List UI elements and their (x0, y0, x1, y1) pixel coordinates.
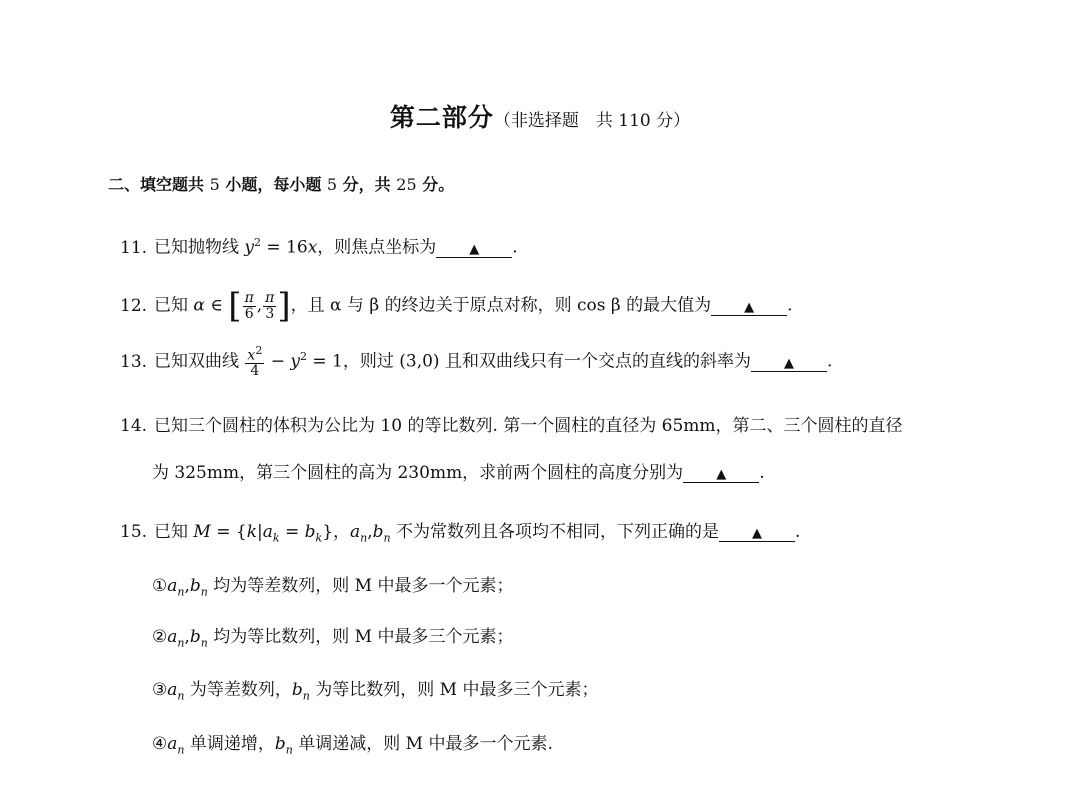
page-title (0, 98, 1080, 134)
question-13: 13. 已知双曲线 $\frac{x^2}{4}$ − $y^2 = 1$，则过 (3,0) 且和双曲线只有一个交点的直线的斜率为 ▲ . (120, 344, 833, 380)
question-12: 12. 已知 α ∈ [ $\frac{\pi}{6}$ , $\frac{\pi}{3}$ ]，且 α 与 β 的终边关于原点对称，则 cos β 的最大值为 ▲ . (120, 286, 793, 326)
question-15: 15. 已知 $M = \{k|a_k = b_k\}$，$a_n,b_n$ 不为常数列且各项均不相同，下列正确的是 ▲ . (120, 522, 801, 545)
part-subtitle: （非选择题 共 110 分） (493, 111, 691, 131)
part-title: 第二部分 (389, 103, 494, 132)
option-3: $③a_n$ 为等差数列，$b_n$ 为等比数列，则 M 中最多三个元素； (152, 680, 599, 703)
triangle-icon: ▲ (469, 241, 480, 257)
question-14: 14. 已知三个圆柱的体积为公比为 10 的等比数列. 第一个圆柱的直径为 65mm，第二、三个圆柱的直径 (120, 416, 903, 436)
triangle-icon: ▲ (716, 467, 727, 482)
section-heading: 二、填空题共 5 小题，每小题 5 分，共 25 分。 (108, 175, 455, 194)
triangle-icon: ▲ (783, 355, 794, 371)
math-expr: y (244, 237, 255, 258)
fraction: $\frac{x^2}{4}$ (247, 344, 263, 380)
answer-blank[interactable] (711, 301, 787, 316)
question-14-cont: 为 325mm，第三个圆柱的高为 230mm，求前两个圆柱的高度分别为 ▲ . (152, 463, 765, 483)
triangle-icon: ▲ (744, 299, 755, 315)
question-number: 14. (120, 416, 148, 436)
question-number: 13. (120, 351, 148, 372)
question-number: 11. (120, 237, 148, 258)
option-1: $①a_n,b_n$ 均为等差数列，则 M 中最多一个元素； (152, 576, 514, 599)
fraction: $\frac{\pi}{6}$ (244, 289, 254, 322)
answer-blank[interactable] (719, 527, 795, 542)
question-number: 12. (120, 295, 148, 316)
question-11: 11. 已知抛物线 $y^2 = 16x$，则焦点坐标为 ▲ . (120, 236, 518, 258)
question-number: 15. (120, 522, 148, 542)
answer-blank[interactable] (436, 243, 512, 258)
option-2: $②a_n,b_n$ 均为等比数列，则 M 中最多三个元素； (152, 627, 514, 650)
answer-blank[interactable] (683, 468, 759, 483)
fraction: $\frac{\pi}{3}$ (265, 289, 275, 322)
answer-blank[interactable] (751, 357, 827, 372)
triangle-icon: ▲ (752, 526, 763, 541)
option-4: $④a_n$ 单调递增，$b_n$ 单调递减，则 M 中最多一个元素. (152, 734, 553, 757)
